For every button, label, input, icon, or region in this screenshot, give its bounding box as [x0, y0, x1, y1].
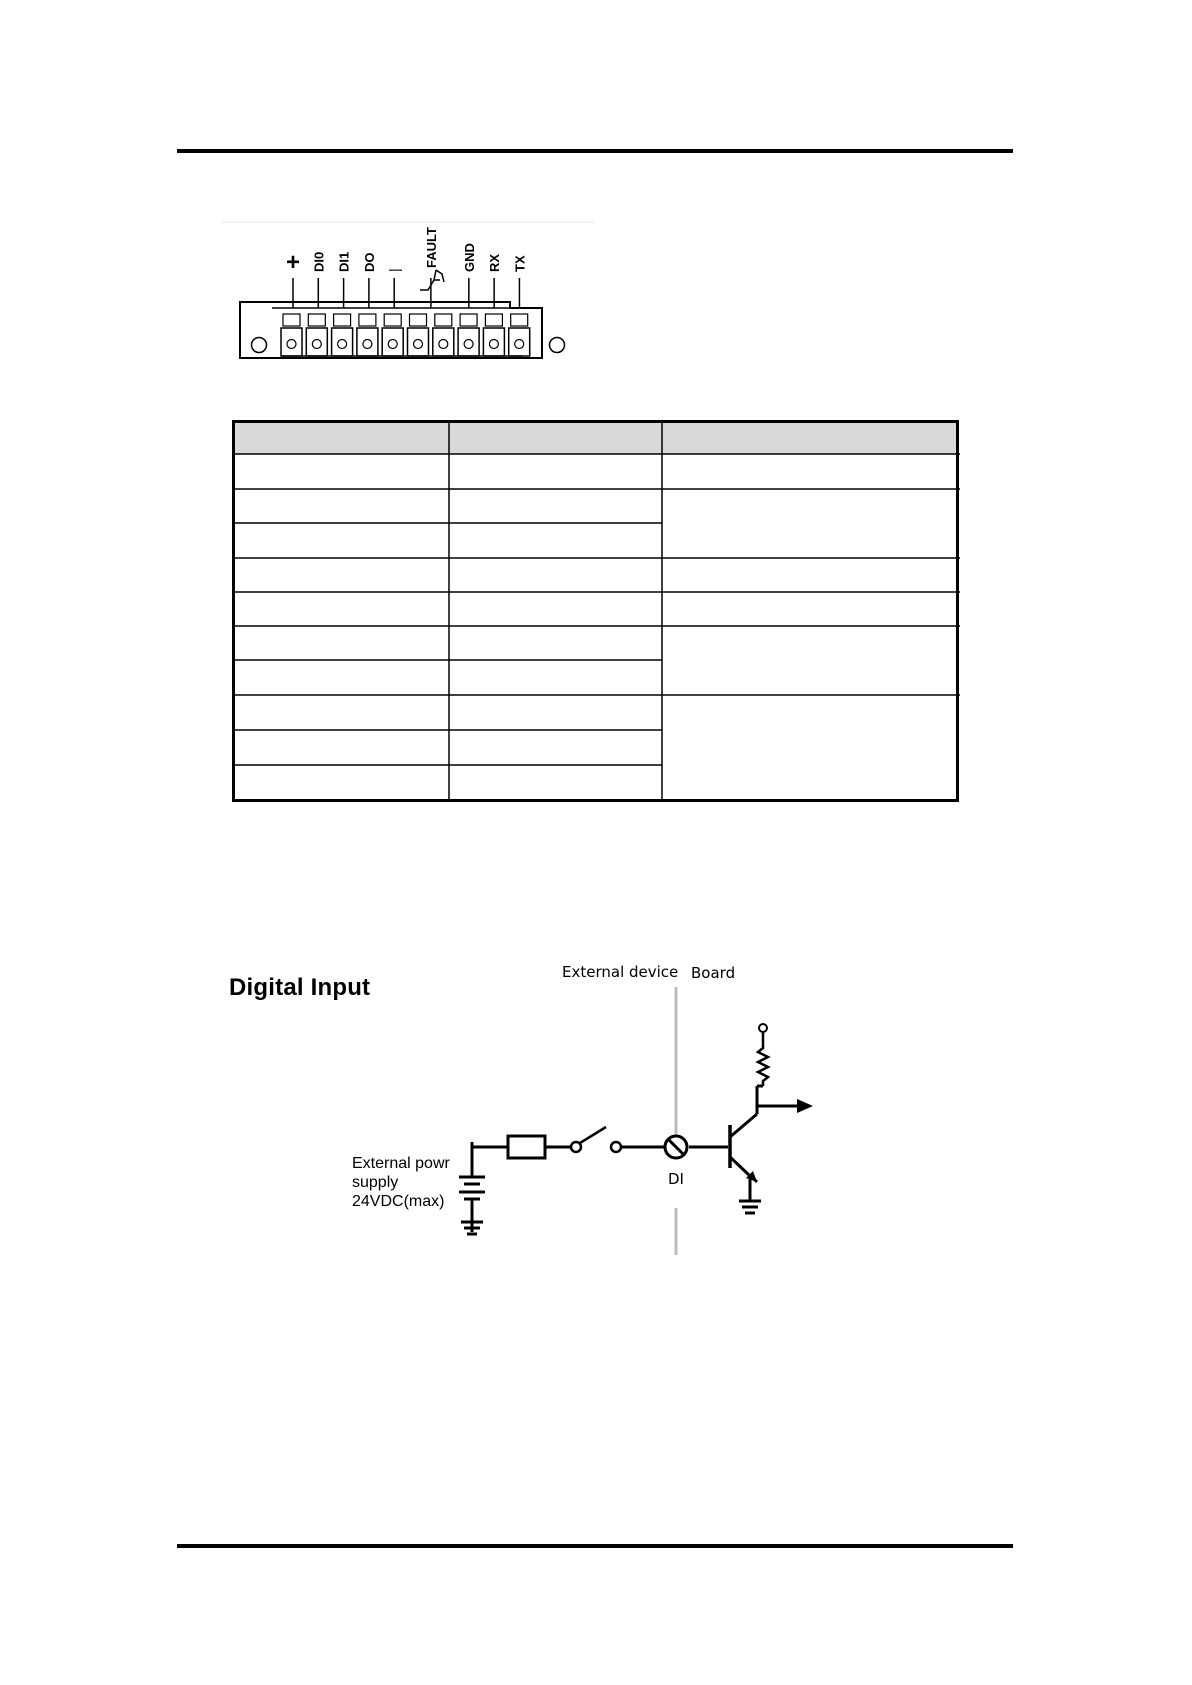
di-terminal-label: DI	[668, 1170, 684, 1188]
footer-rule	[177, 1544, 1013, 1548]
board-label: Board	[691, 964, 736, 982]
external-device-label: External device	[562, 963, 679, 981]
pin-label: DI1	[336, 251, 352, 272]
pin-label: DO	[361, 252, 377, 272]
pin-label: GND	[461, 243, 477, 272]
pin-label: |	[386, 268, 403, 272]
digital-input-title: Digital Input	[229, 974, 371, 1001]
power-supply-label: External powr supply 24VDC(max)	[352, 1155, 450, 1210]
pin-label: FAULT	[423, 227, 439, 268]
pin-label: +	[286, 249, 301, 276]
pin-label: TX	[512, 255, 528, 272]
pin-label: DI0	[311, 251, 327, 272]
pin-label: RX	[487, 253, 503, 272]
